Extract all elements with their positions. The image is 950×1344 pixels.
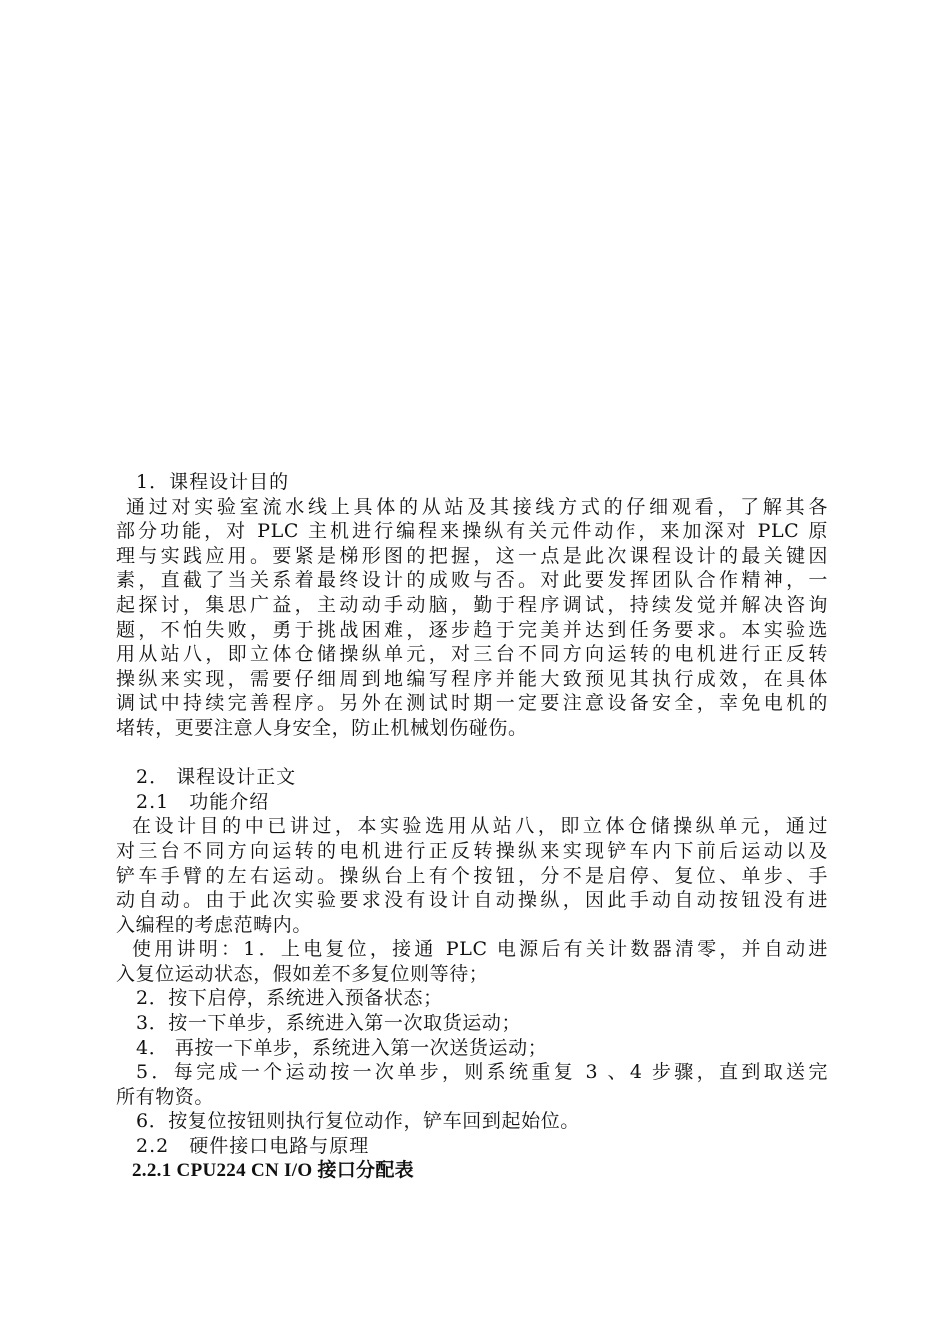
paragraph-line: 起探讨，集思广益，主动动手动脑，勤于程序调试，持续发觉并解决咨询: [116, 593, 828, 616]
section-1-heading: 1．课程设计目的: [136, 471, 290, 493]
subsection-2-1-heading: 2.1 功能介绍: [136, 790, 270, 813]
subsection-2-2-1-heading: 2.2.1 CPU224 CN I/O 接口分配表: [132, 1159, 414, 1181]
step-item: 6．按复位按钮则执行复位动作，铲车回到起始位。: [136, 1110, 580, 1133]
usage-line: 入复位运动状态，假如差不多复位则等待；: [116, 962, 489, 985]
paragraph-line: 理与实践应用。要紧是梯形图的把握，这一点是此次课程设计的最关键因: [116, 544, 828, 567]
paragraph-line: 素，直截了当关系着最终设计的成败与否。对此要发挥团队合作精神，一: [116, 569, 828, 592]
paragraph-line: 部分功能，对 PLC 主机进行编程来操纵有关元件动作，来加深对 PLC 原: [116, 520, 828, 543]
subsection-2-2-heading: 2.2 硬件接口电路与原理: [136, 1135, 370, 1158]
step-item: 5．每完成一个运动按一次单步，则系统重复 3 、4 步骤，直到取送完: [136, 1061, 828, 1084]
paragraph-line: 入编程的考虑范畴内。: [116, 913, 313, 936]
step-item-continuation: 所有物资。: [116, 1085, 215, 1108]
paragraph-line: 动自动。由于此次实验要求没有设计自动操纵，因此手动自动按钮没有进: [116, 889, 828, 912]
document-body: [116, 470, 828, 1183]
paragraph-line: 题，不怕失败，勇于挑战困难，逐步趋于完美并达到任务要求。本实验选: [116, 618, 828, 641]
paragraph-line: 在设计目的中已讲过，本实验选用从站八，即立体仓储操纵单元，通过: [132, 815, 828, 838]
paragraph-line: 调试中持续完善程序。另外在测试时期一定要注意设备安全，幸免电机的: [116, 692, 828, 715]
spacer: [116, 741, 828, 766]
step-item: 3．按一下单步，系统进入第一次取货运动；: [136, 1012, 522, 1035]
paragraph-line: 对三台不同方向运转的电机进行正反转操纵来实现铲车内下前后运动以及: [116, 839, 828, 862]
step-item: 4． 再按一下单步，系统进入第一次送货运动；: [136, 1036, 548, 1059]
paragraph-line: 操纵来实现，需要仔细周到地编写程序并能大致预见其执行成效，在具体: [116, 667, 828, 690]
paragraph-line: 用从站八，即立体仓储操纵单元，对三台不同方向运转的电机进行正反转: [116, 643, 828, 666]
step-item: 2．按下启停，系统进入预备状态；: [136, 987, 443, 1010]
section-2-heading: 2． 课程设计正文: [136, 766, 297, 789]
usage-line: 使用讲明：1．上电复位，接通 PLC 电源后有关计数器清零，并自动进: [132, 938, 828, 961]
paragraph-line: 铲车手臂的左右运动。操纵台上有个按钮，分不是启停、复位、单步、手: [116, 864, 828, 887]
paragraph-line: 通过对实验室流水线上具体的从站及其接线方式的仔细观看，了解其各: [126, 495, 828, 518]
paragraph-line: 堵转，更要注意人身安全，防止机械划伤碰伤。: [116, 716, 528, 739]
